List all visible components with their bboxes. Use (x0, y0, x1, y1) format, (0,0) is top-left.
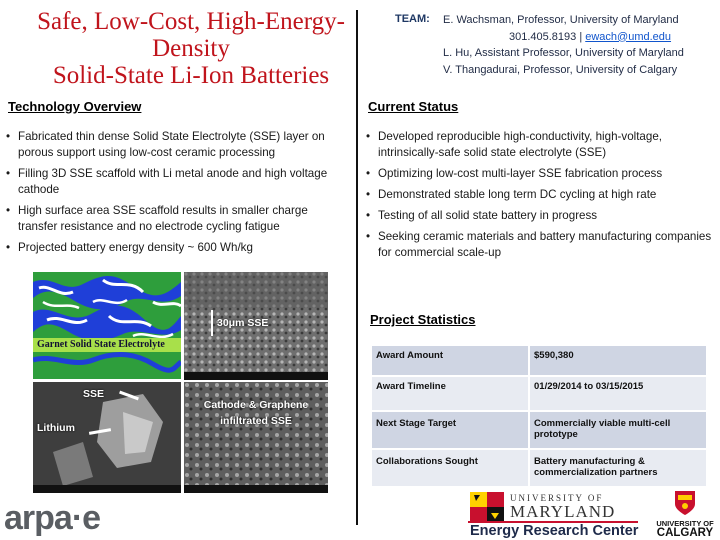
arpae-logo-text: arpa·e (4, 499, 101, 537)
team-email-link[interactable]: ewach@umd.edu (585, 30, 672, 43)
title-line-2: Solid-State Li-Ion Batteries (52, 62, 330, 89)
garnet-label: Garnet Solid State Electrolyte (37, 339, 165, 350)
stat-value: Battery manufacturing & commercialization partners (529, 449, 706, 487)
overview-bullet: • Projected battery energy density ~ 600 Wh/kg (6, 240, 346, 256)
team-block (443, 12, 713, 78)
column-divider (356, 10, 358, 525)
umd-top-text: UNIVERSITY OF (510, 493, 604, 503)
sem-cathode-image (184, 382, 328, 493)
status-bullet: • Demonstrated stable long term DC cycling at high rate (366, 187, 712, 203)
overview-bullet: • Fabricated thin dense Solid State Electrolyte (SSE) layer on porous support using low-cost ceramic processing (6, 129, 346, 161)
calgary-crest-icon (674, 490, 696, 516)
overview-bullet: • Filling 3D SSE scaffold with Li metal anode and high voltage cathode (6, 166, 346, 198)
team-member-2: L. Hu, Assistant Professor, University of Maryland (443, 47, 684, 59)
umd-name-text: MARYLAND (510, 502, 616, 521)
title-line-1: Safe, Low-Cost, High-Energy-Density (37, 8, 345, 62)
status-heading: Current Status (368, 99, 459, 114)
umd-flag-icon (470, 492, 504, 522)
lithium-label: Lithium (37, 422, 75, 434)
status-bullet: • Optimizing low-cost multi-layer SSE fabrication process (366, 166, 712, 182)
stat-value: $590,380 (529, 346, 706, 376)
stats-table (372, 346, 706, 488)
calgary-top-text: UNIVERSITY OF (656, 519, 714, 528)
sem-lithium-graphic (33, 382, 181, 493)
team-member-3: V. Thangadurai, Professor, University of Calgary (443, 63, 678, 76)
status-bullet: • Seeking ceramic materials and battery manufacturing companies for commercial scale-up (366, 229, 712, 261)
team-phone: 301.405.8193 (508, 30, 577, 43)
team-separator: | (579, 30, 583, 43)
status-bullet: • Testing of all solid state battery in progress (366, 208, 712, 224)
table-row (372, 376, 706, 411)
status-list (366, 129, 712, 266)
team-member-1: E. Wachsman, Professor, University of Maryland (443, 14, 679, 26)
stat-key: Award Amount (372, 346, 529, 376)
table-row (372, 449, 706, 487)
stats-heading: Project Statistics (370, 312, 476, 327)
overview-bullet: • High surface area SSE scaffold results in smaller charge transfer resistance and no electrode cycling fatigue (6, 203, 346, 235)
table-row (372, 411, 706, 449)
calgary-name-text: CALGARY (656, 527, 714, 539)
stat-key: Award Timeline (372, 376, 529, 411)
stat-key: Collaborations Sought (372, 449, 529, 487)
thickness-arrow (211, 310, 213, 336)
stat-value: 01/29/2014 to 03/15/2015 (529, 376, 706, 411)
status-bullet: • Developed reproducible high-conductivity, high-voltage, intrinsically-safe solid state electrolyte (SSE) (366, 129, 712, 161)
stat-key: Next Stage Target (372, 411, 529, 449)
overview-heading: Technology Overview (8, 99, 142, 114)
team-label: TEAM: (395, 13, 430, 25)
team-contact (443, 29, 713, 46)
sem-cross-section-image (184, 272, 328, 380)
cathode-label: Cathode & Graphene infiltrated SSE (203, 399, 309, 427)
garnet-sse-image (33, 272, 181, 379)
erc-text: Energy Research Center (470, 523, 639, 539)
sem-lithium-image (33, 382, 181, 493)
garnet-structure-graphic (33, 272, 181, 379)
table-row (372, 346, 706, 376)
poster-title (6, 8, 376, 89)
sse-thickness-label: 30μm SSE (217, 317, 269, 329)
overview-list (6, 129, 346, 261)
stat-value: Commercially viable multi-cell prototype (529, 411, 706, 449)
arpae-logo (4, 500, 100, 536)
sse-label: SSE (83, 388, 105, 400)
